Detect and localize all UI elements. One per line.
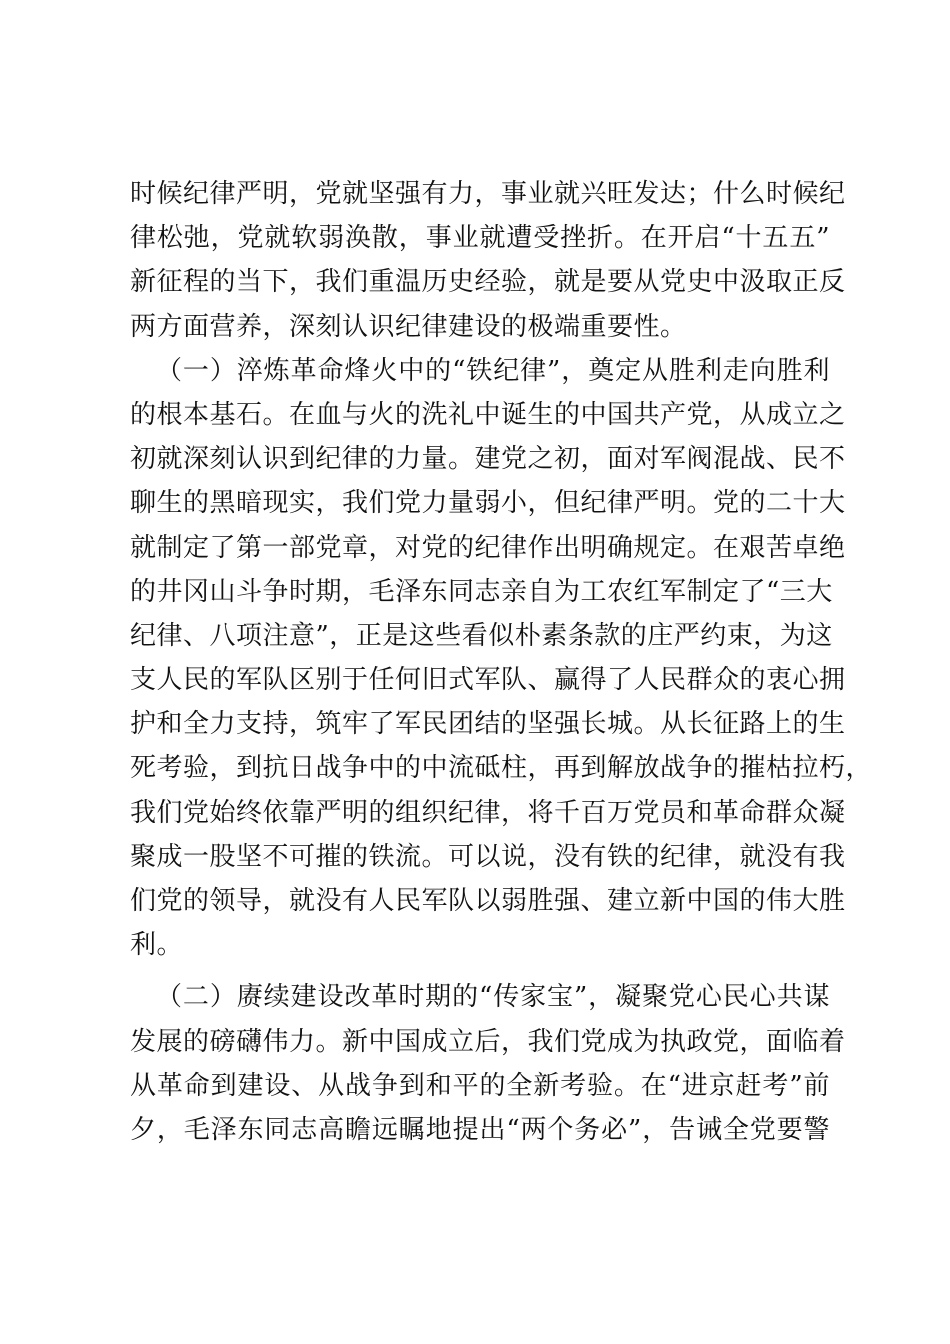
text-line: 利。 — [130, 930, 184, 961]
text-line: 发展的磅礴伟力。新中国成立后，我们党成为执政党，面临着 — [130, 1026, 846, 1057]
text-line: （一）淬炼革命烽火中的“铁纪律”，奠定从胜利走向胜利 — [156, 355, 830, 386]
text-line: 纪律、八项注意”，正是这些看似朴素条款的庄严约束，为这 — [130, 620, 833, 651]
text-line: 律松弛，党就软弱涣散，事业就遭受挫折。在开启“十五五” — [130, 223, 830, 254]
text-line: 时候纪律严明，党就坚强有力，事业就兴旺发达；什么时候纪 — [130, 179, 846, 209]
paragraph-intro — [130, 172, 846, 349]
text-line: 们党的领导，就没有人民军队以弱胜强、建立新中国的伟大胜 — [130, 886, 846, 916]
text-line: 支人民的军队区别于任何旧式军队、赢得了人民群众的衷心拥 — [130, 665, 846, 696]
paragraph-section-1 — [130, 349, 873, 968]
text-line: 护和全力支持，筑牢了军民团结的坚强长城。从长征路上的生 — [130, 709, 846, 740]
document-body — [130, 172, 873, 1152]
text-line: 就制定了第一部党章，对党的纪律作出明确规定。在艰苦卓绝 — [130, 532, 846, 563]
paragraph-spacer — [130, 967, 830, 975]
text-line: 我们党始终依靠严明的组织纪律，将千百万党员和革命群众凝 — [130, 797, 846, 828]
text-line: 的根本基石。在血与火的洗礼中诞生的中国共产党，从成立之 — [130, 399, 846, 430]
text-line: （二）赓续建设改革时期的“传家宝”，凝聚党心民心共谋 — [156, 982, 830, 1013]
text-line: 初就深刻认识到纪律的力量。建党之初，面对军阀混战、民不 — [130, 444, 846, 475]
text-line: 的井冈山斗争时期，毛泽东同志亲自为工农红军制定了“三大 — [130, 576, 833, 607]
text-line: 聊生的黑暗现实，我们党力量弱小，但纪律严明。党的二十大 — [130, 488, 846, 519]
text-line: 聚成一股坚不可摧的铁流。可以说，没有铁的纪律，就没有我 — [130, 841, 846, 872]
text-line: 夕，毛泽东同志高瞻远瞩地提出“两个务必”，告诫全党要警 — [130, 1114, 830, 1145]
paragraph-section-2 — [130, 975, 846, 1152]
text-line: 新征程的当下，我们重温历史经验，就是要从党史中汲取正反 — [130, 267, 846, 298]
text-line: 两方面营养，深刻认识纪律建设的极端重要性。 — [130, 311, 687, 342]
text-line: 从革命到建设、从战争到和平的全新考验。在“进京赶考”前 — [130, 1070, 830, 1101]
text-line: 死考验，到抗日战争中的中流砥柱，再到解放战争的摧枯拉朽， — [130, 753, 873, 784]
